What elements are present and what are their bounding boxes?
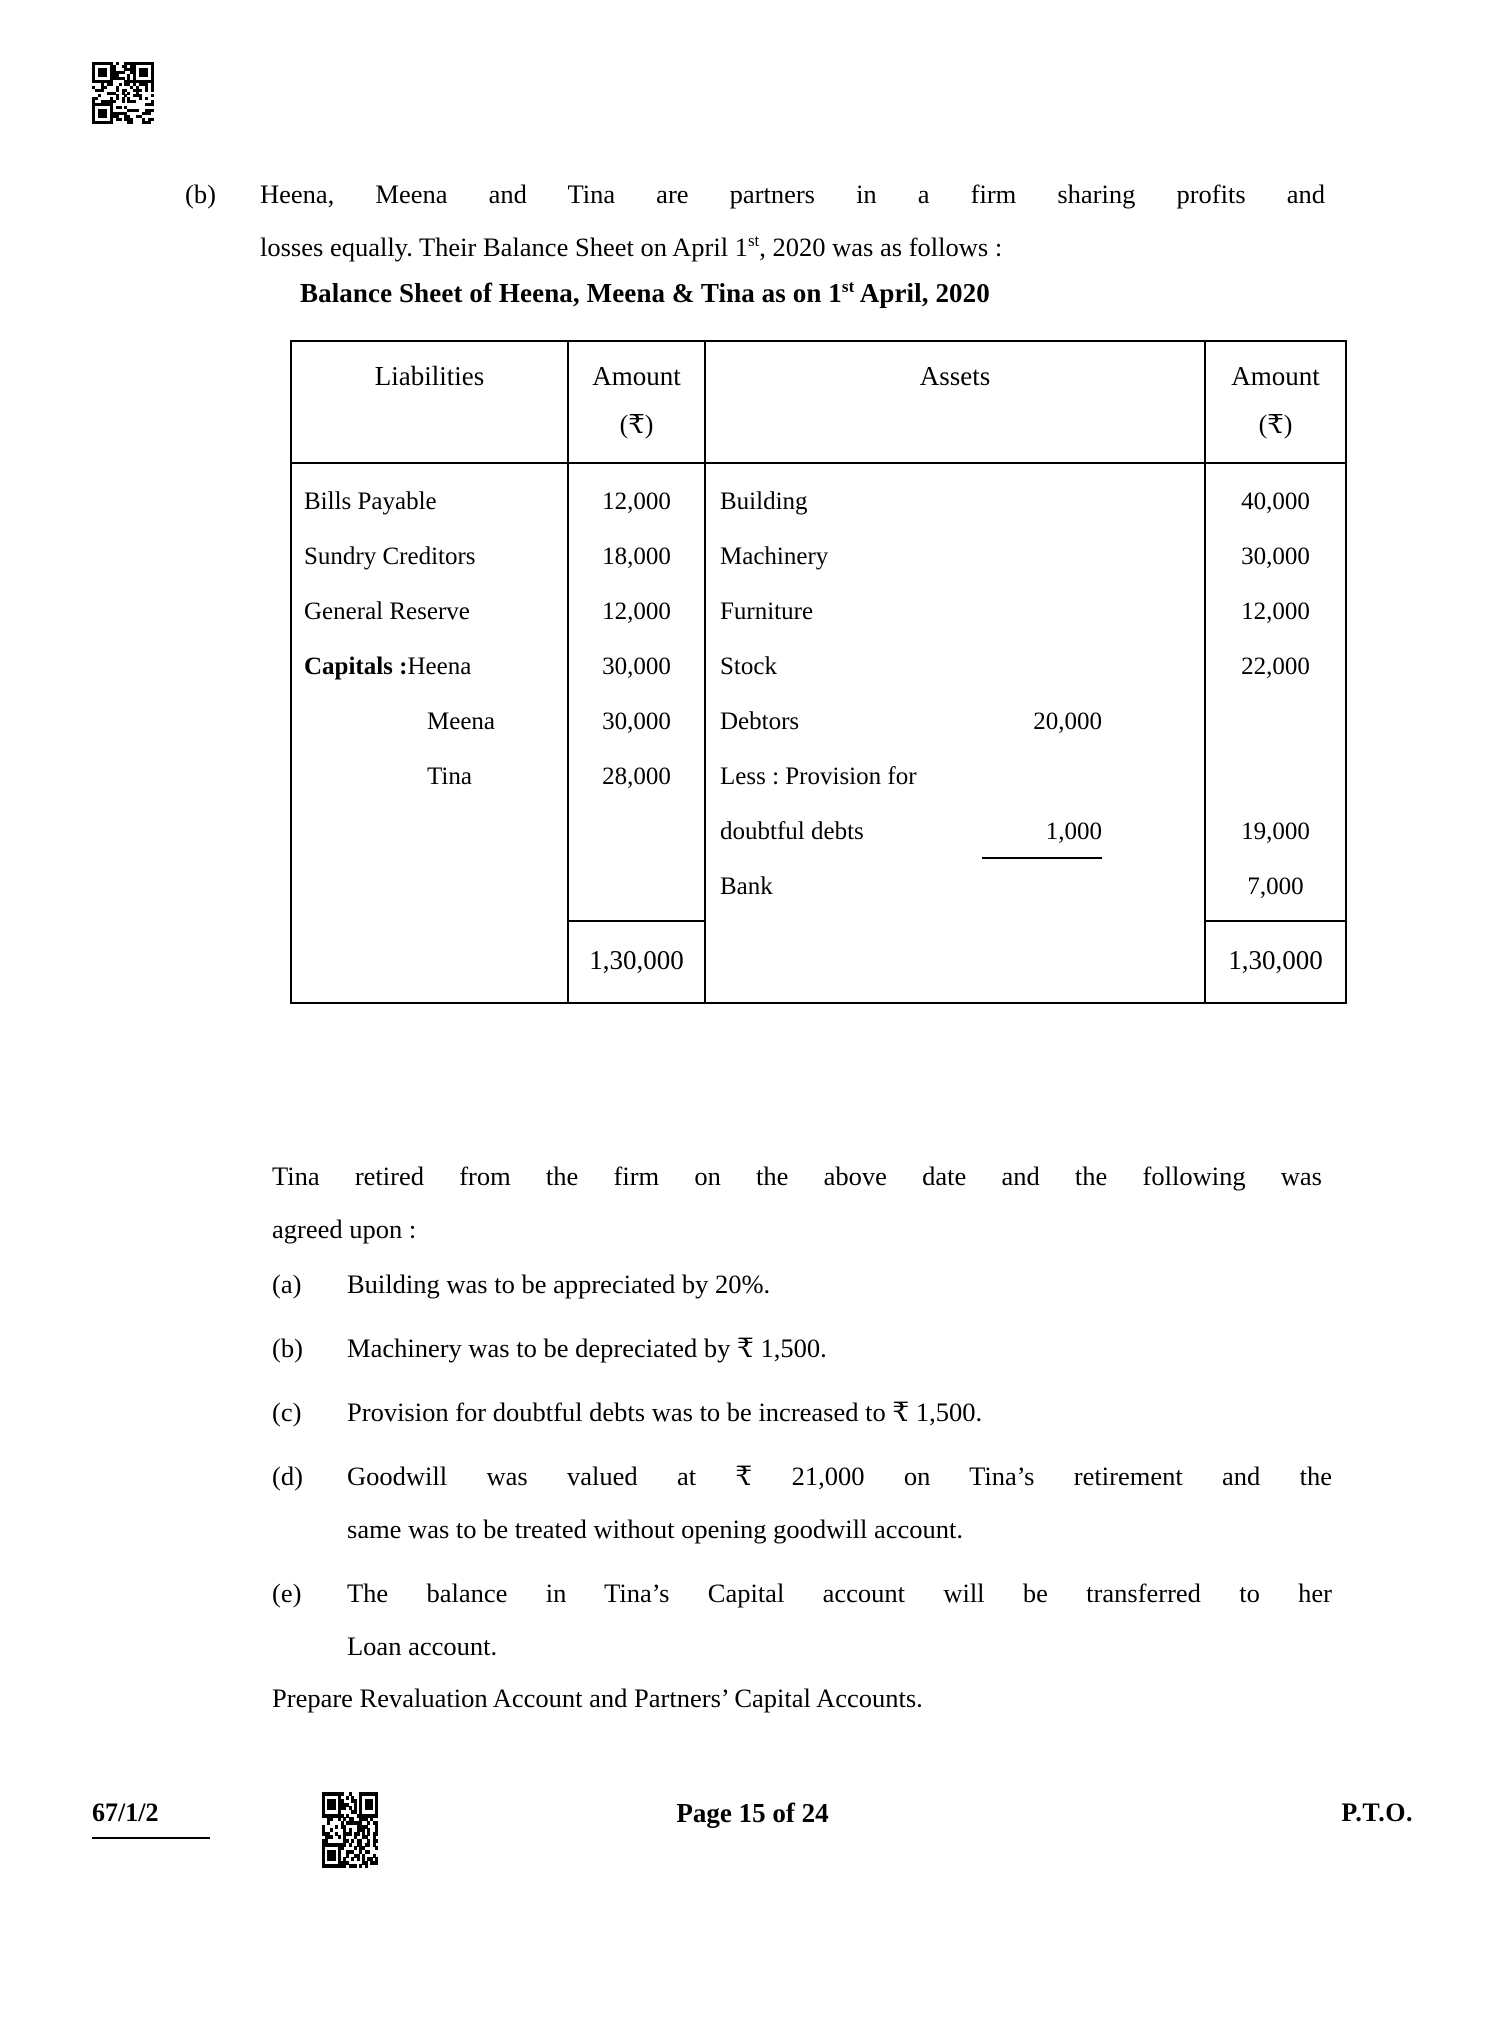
assets-column [705, 463, 1205, 921]
liability-item [304, 584, 567, 639]
asset-label-0: Building [720, 488, 808, 515]
liability-amount: 30,000 [602, 653, 671, 680]
table-total-row [291, 921, 1346, 1003]
conditions-list [272, 1258, 1332, 1684]
after-table-line-1: Tina retired from the firm on the above date and the following was [272, 1161, 1322, 1191]
balance-sheet-table [290, 340, 1347, 1004]
paper-code-text: 67/1/2 [92, 1798, 159, 1827]
asset-amount: 12,000 [1241, 598, 1310, 625]
liability-item [304, 749, 567, 804]
question-text [260, 168, 1325, 274]
table-body-row [291, 463, 1346, 921]
asset-label-1: Machinery [720, 543, 829, 570]
asset-item [720, 859, 1204, 914]
condition-marker-e: (e) [272, 1578, 302, 1608]
asset-amount: 40,000 [1241, 488, 1310, 515]
total-blank-right [705, 921, 1205, 1003]
header-amount-right [1205, 341, 1346, 463]
header-amount-left-label: Amount [592, 361, 681, 391]
liability-label-1: Sundry Creditors [304, 543, 476, 570]
liability-amount: 30,000 [602, 708, 671, 735]
question-marker: (b) [185, 179, 216, 209]
asset-item [720, 694, 1204, 749]
liability-amount-spacer [569, 859, 704, 914]
asset-item [720, 584, 1204, 639]
closing-instruction: Prepare Revaluation Account and Partners’ Capital Accounts. [272, 1683, 923, 1713]
liability-item [304, 639, 567, 694]
liability-label-2: General Reserve [304, 598, 470, 625]
asset-item [720, 529, 1204, 584]
asset-amount: 19,000 [1241, 818, 1310, 845]
liabilities-column [291, 463, 568, 921]
balance-sheet-title-a: Balance Sheet of Heena, Meena & Tina as on 1 [300, 278, 842, 308]
question-row [185, 168, 1325, 274]
question-line-1: Heena, Meena and Tina are partners in a firm sharing profits and [260, 179, 1325, 209]
liability-amount: 12,000 [602, 598, 671, 625]
liability-item [304, 474, 567, 529]
after-table-line-2: agreed upon : [272, 1214, 417, 1244]
liability-label-4: Meena [427, 708, 496, 735]
total-blank-left [291, 921, 568, 1003]
asset-label-3: Stock [720, 653, 777, 680]
balance-sheet-title-sup: st [841, 277, 855, 296]
liability-spacer [304, 859, 567, 914]
header-amount-left [568, 341, 705, 463]
condition-text-d [347, 1450, 1332, 1556]
condition-marker-a: (a) [272, 1269, 302, 1299]
pto-label: P.T.O. [1341, 1798, 1413, 1827]
total-assets: 1,30,000 [1205, 921, 1346, 1003]
total-liabilities: 1,30,000 [568, 921, 705, 1003]
header-assets [705, 341, 1205, 463]
liability-label-3-bold: Capitals : [304, 653, 408, 680]
condition-text-c [347, 1386, 1332, 1439]
header-assets-label: Assets [919, 361, 991, 391]
asset-amount [1206, 694, 1345, 749]
asset-label-5: Less : Provision for [720, 763, 917, 790]
after-table-paragraph [272, 1150, 1322, 1256]
asset-item [720, 639, 1204, 694]
qr-code-top-icon [92, 62, 154, 124]
condition-item [272, 1258, 1332, 1311]
header-amount-right-label: Amount [1231, 361, 1320, 391]
asset-subvalue-6: 1,000 [982, 804, 1102, 859]
balance-sheet-title-b: April, 2020 [854, 278, 990, 308]
liability-item [304, 694, 567, 749]
liability-item [304, 529, 567, 584]
page-number: Page 15 of 24 [676, 1798, 829, 1828]
liability-label-3: Heena [407, 653, 472, 680]
condition-text-e [347, 1567, 1332, 1673]
condition-item [272, 1567, 1332, 1673]
asset-amount: 7,000 [1247, 873, 1304, 900]
condition-text-b [347, 1322, 1332, 1375]
condition-item [272, 1450, 1332, 1556]
question-line-2-sup: st [747, 231, 760, 251]
question-line-2a: losses equally. Their Balance Sheet on April 1 [260, 232, 748, 262]
asset-amount: 22,000 [1241, 653, 1310, 680]
header-liabilities [291, 341, 568, 463]
header-amount-right-currency: (₹) [1258, 410, 1293, 439]
condition-a-line-0: Building was to be appreciated by 20%. [347, 1269, 771, 1299]
condition-marker-d: (d) [272, 1461, 303, 1491]
question-line-2 [260, 232, 1002, 262]
balance-sheet-title [300, 276, 1310, 310]
condition-e-line-1: Loan account. [347, 1631, 498, 1661]
asset-label-7: Bank [720, 873, 773, 900]
condition-text-a [347, 1258, 1332, 1311]
liability-amount-spacer [569, 804, 704, 859]
liability-label-5: Tina [427, 763, 472, 790]
asset-amount [1206, 749, 1345, 804]
liability-spacer [304, 804, 567, 859]
asset-amount: 30,000 [1241, 543, 1310, 570]
condition-d-line-1: same was to be treated without opening goodwill account. [347, 1514, 963, 1544]
liability-amount: 28,000 [602, 763, 671, 790]
table-header-row [291, 341, 1346, 463]
condition-item [272, 1322, 1332, 1375]
condition-marker-c: (c) [272, 1397, 302, 1427]
condition-item [272, 1386, 1332, 1439]
asset-item [720, 749, 1204, 804]
condition-d-line-0: Goodwill was valued at ₹ 21,000 on Tina’s retirement and the [347, 1461, 1332, 1491]
condition-b-line-0: Machinery was to be depreciated by ₹ 1,500. [347, 1333, 827, 1363]
question-block [185, 168, 1325, 274]
assets-amount-column [1205, 463, 1346, 921]
asset-item [720, 474, 1204, 529]
asset-subvalue-4: 20,000 [1033, 708, 1102, 735]
liability-label-0: Bills Payable [304, 488, 437, 515]
liability-amount: 18,000 [602, 543, 671, 570]
asset-label-2: Furniture [720, 598, 814, 625]
condition-c-line-0: Provision for doubtful debts was to be increased to ₹ 1,500. [347, 1397, 983, 1427]
liability-amount: 12,000 [602, 488, 671, 515]
header-amount-left-currency: (₹) [619, 410, 654, 439]
paper-code-rule [92, 1837, 210, 1839]
asset-item [720, 804, 1204, 859]
asset-label-4: Debtors [720, 708, 800, 735]
condition-marker-b: (b) [272, 1333, 303, 1363]
asset-label-6: doubtful debts [720, 818, 864, 845]
liabilities-amount-column [568, 463, 705, 921]
header-liabilities-label: Liabilities [374, 361, 485, 391]
condition-e-line-0: The balance in Tina’s Capital account will be transferred to her [347, 1578, 1332, 1608]
question-line-2b: , 2020 was as follows : [759, 232, 1003, 262]
